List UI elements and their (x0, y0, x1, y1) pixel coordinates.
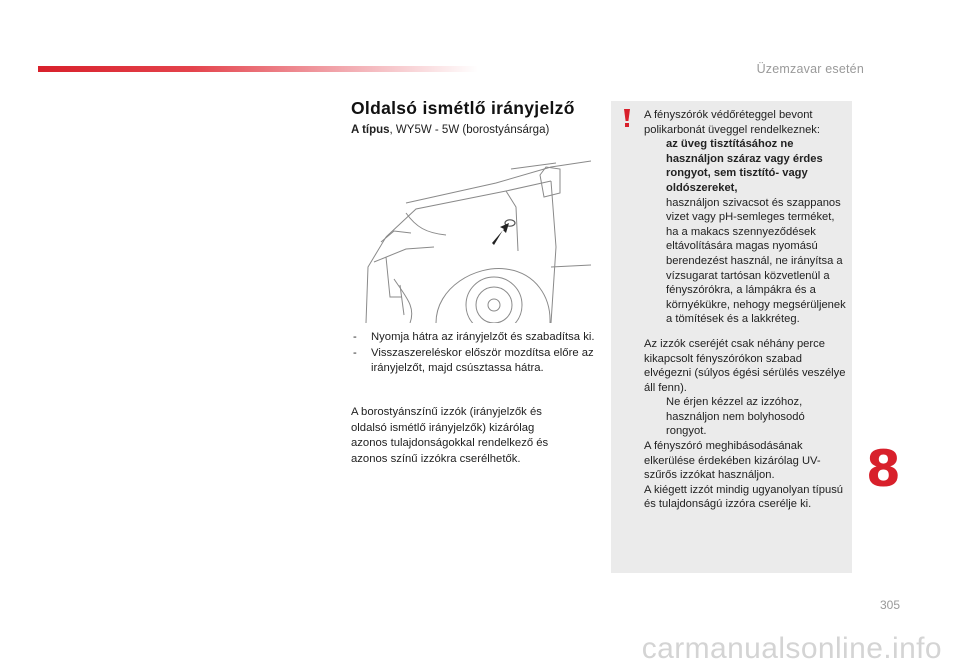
bulb-type-label: A típus (351, 124, 390, 136)
step-marker: - (353, 331, 357, 343)
warning-bullet (644, 196, 847, 225)
warning-bullet (644, 395, 847, 439)
page-number: 305 (879, 598, 900, 612)
procedure-step (351, 346, 601, 377)
procedure-step (351, 330, 601, 346)
warning-bullet-text: használjon szivacsot és szappanos vizet vagy pH-semleges terméket, (666, 196, 841, 224)
warning-text (644, 108, 847, 512)
side-repeater-illustration (346, 147, 594, 323)
header-accent-bar (38, 66, 478, 72)
warning-paragraph: A kiégett izzót mindig ugyanolyan típusú és tulajdonságú izzóra cserélje ki. (644, 483, 844, 511)
warning-bullet-text: Ne érjen kézzel az izzóhoz, használjon nem bolyhosodó rongyot. (666, 396, 805, 438)
warning-paragraph: Az izzók cseréjét csak néhány perce kikapcsolt fényszórókon szabad elvégezni (súlyos égési sérülés veszélye áll fenn). (644, 337, 846, 394)
chapter-header-title: Üzemzavar esetén (756, 62, 864, 76)
step-text: Nyomja hátra az irányjelzőt és szabadítsa ki. (371, 331, 595, 343)
warning-intro: A fényszórók védőréteggel bevont polikarbonát üveggel rendelkeznek: (644, 109, 821, 136)
section-title: Oldalsó ismétlő irányjelző (351, 98, 575, 118)
step-text: Visszaszereléskor először mozdítsa előre az irányjelzőt, majd csúsztassa hátra. (371, 346, 594, 374)
warning-bullet-text: az üveg tisztításához ne használjon száraz vagy érdes rongyot, sem tisztító- vagy oldószereket, (666, 138, 823, 194)
bulb-type-line (351, 124, 549, 136)
warning-bullet (644, 225, 847, 327)
exclamation-icon (620, 108, 634, 128)
warning-bullet-text: ha a makacs szennyeződések eltávolítására magas nyomású berendezést használ, ne irányítsa a vízsugarat tartósan közvetlenül a fényszórókra, a lámpákra és a környékükre, nehogy megsérüljenek a tömítések és a lakkréteg. (666, 225, 846, 326)
chapter-number: 8 (866, 440, 901, 498)
warning-paragraph: A fényszóró meghibásodásának elkerülése érdekében kizárólag UV-szűrős izzókat használjon. (644, 440, 821, 482)
bulb-type-value: , WY5W - 5W (borostyánsárga) (389, 124, 550, 136)
bulb-color-note: A borostyánszínű izzók (irányjelzők és oldalsó ismétlő irányjelzők) kizárólag azonos tulajdonságokkal rendelkező és azonos színű izzókra cserélhetők. (351, 406, 549, 465)
procedure-steps (351, 330, 601, 377)
watermark: carmanualsonline.info (641, 632, 942, 665)
step-marker: - (353, 346, 357, 359)
warning-bullet (644, 137, 847, 195)
